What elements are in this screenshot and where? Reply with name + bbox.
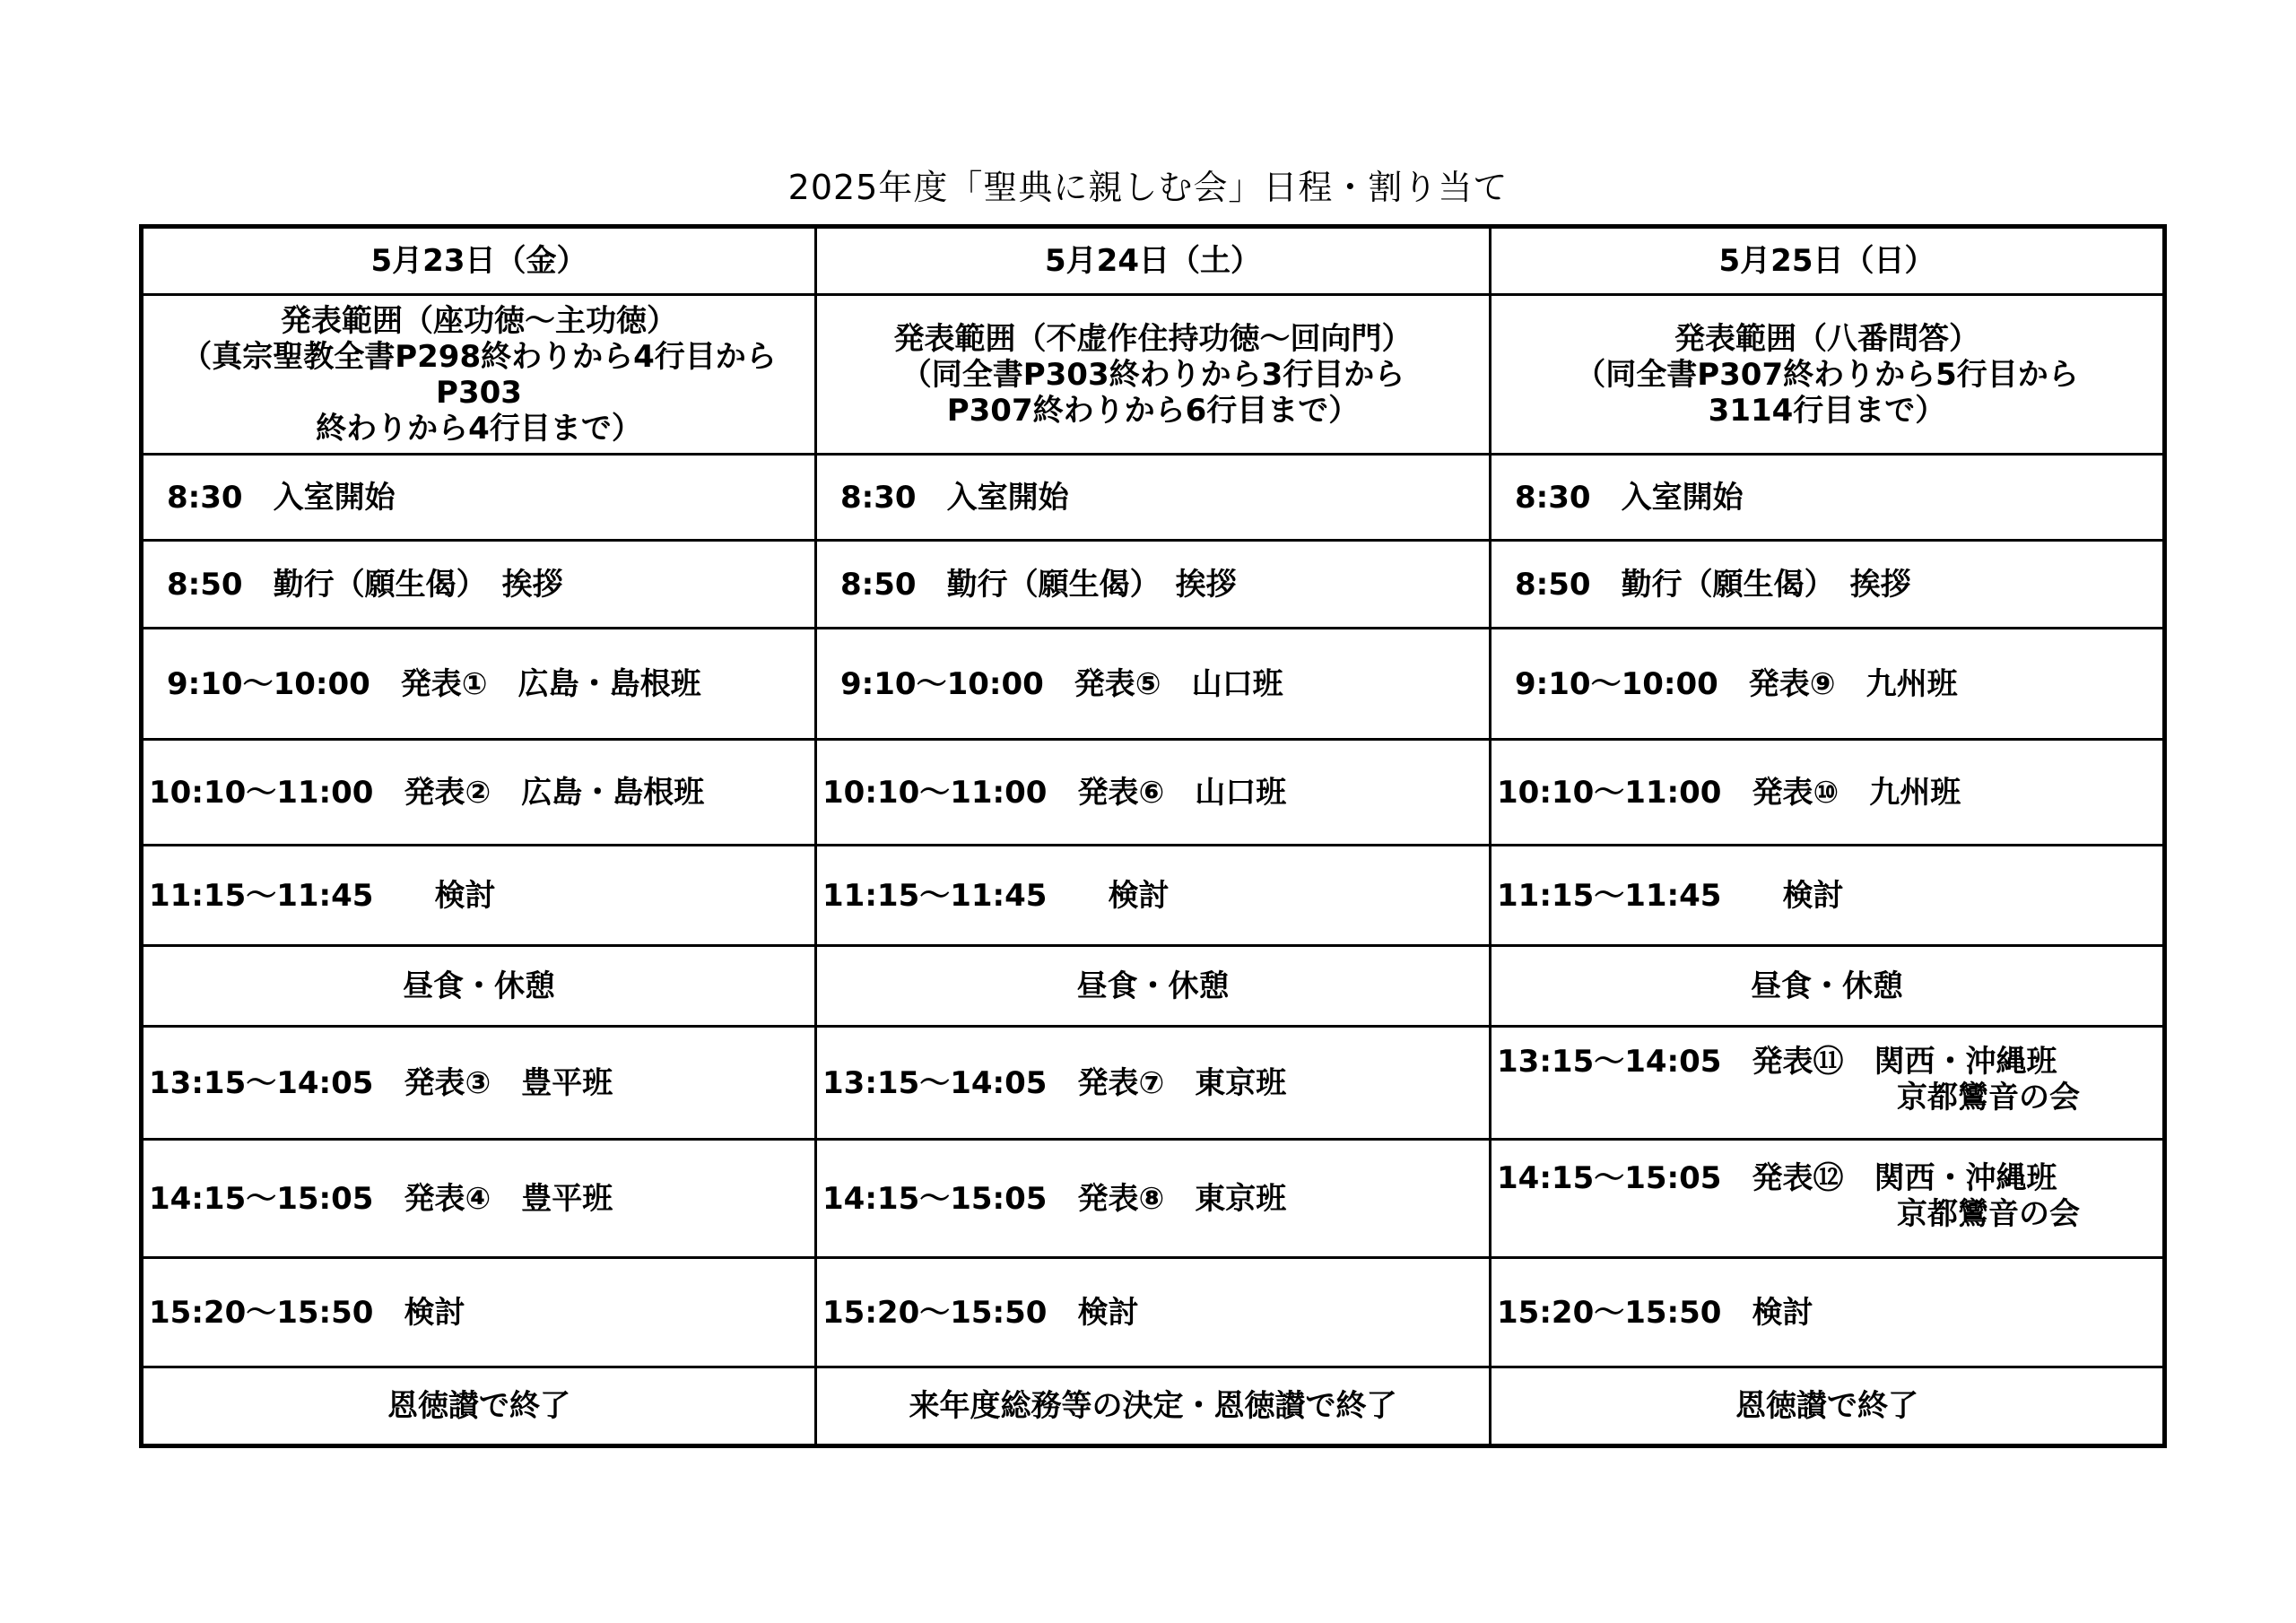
- day-3-review-1: 11:15～11:45 検討: [1491, 846, 2165, 946]
- document-title: 2025年度「聖典に親しむ会」日程・割り当て: [787, 168, 1509, 207]
- day-3-lunch: 昼食・休憩: [1491, 946, 2165, 1027]
- day-3-review-2: 15:20～15:50 検討: [1491, 1258, 2165, 1367]
- schedule-row-session-2: [142, 740, 2165, 846]
- day-2-session-3: 13:15～14:05 発表⑦ 東京班: [816, 1027, 1491, 1140]
- day-3-session-4-line-2: 京都鸞音の会: [1897, 1196, 2080, 1232]
- date-header-row: [142, 227, 2165, 295]
- day-1-session-4: 14:15～15:05 発表④ 豊平班: [142, 1140, 816, 1258]
- schedule-row-session-1: [142, 629, 2165, 740]
- day-2-lunch: 昼食・休憩: [816, 946, 1491, 1027]
- lunch-row: [142, 946, 2165, 1027]
- day-3-closing: 恩徳讃で終了: [1491, 1367, 2165, 1446]
- range-row: [142, 295, 2165, 455]
- day-3-session-4: [1491, 1140, 2165, 1258]
- schedule-row-entry: [142, 455, 2165, 541]
- day-1-session-1: 9:10～10:00 発表① 広島・島根班: [142, 629, 816, 740]
- day-3-session-3-line-2: 京都鸞音の会: [1897, 1080, 2080, 1115]
- day-2-review-2: 15:20～15:50 検討: [816, 1258, 1491, 1367]
- schedule-row-session-4: [142, 1140, 2165, 1258]
- schedule-row-review-1: [142, 846, 2165, 946]
- schedule-row-service: [142, 541, 2165, 629]
- day-2-range: 発表範囲（不虚作住持功徳～回向門） （同全書P303終わりから3行目から P307終わりから6行目まで）: [816, 295, 1491, 455]
- schedule-row-session-3: [142, 1027, 2165, 1140]
- presenter-block: [1497, 1160, 2080, 1232]
- day-2-session-2: 10:10～11:00 発表⑥ 山口班: [816, 740, 1491, 846]
- day-1-date: 5月23日（金）: [142, 227, 816, 295]
- day-3-service: 8:50 勤行（願生偈） 挨拶: [1491, 541, 2165, 629]
- day-3-range: 発表範囲（八番問答） （同全書P307終わりから5行目から 3114行目まで）: [1491, 295, 2165, 455]
- day-1-session-3: 13:15～14:05 発表③ 豊平班: [142, 1027, 816, 1140]
- day-2-closing: 来年度総務等の決定・恩徳讃で終了: [816, 1367, 1491, 1446]
- day-1-closing: 恩徳讃で終了: [142, 1367, 816, 1446]
- day-1-session-2: 10:10～11:00 発表② 広島・島根班: [142, 740, 816, 846]
- schedule-row-review-2: [142, 1258, 2165, 1367]
- day-1-range: 発表範囲（座功徳～主功徳） （真宗聖教全書P298終わりから4行目からP303 終わりから4行目まで）: [142, 295, 816, 455]
- day-2-review-1: 11:15～11:45 検討: [816, 846, 1491, 946]
- day-2-session-4: 14:15～15:05 発表⑧ 東京班: [816, 1140, 1491, 1258]
- day-3-session-1: 9:10～10:00 発表⑨ 九州班: [1491, 629, 2165, 740]
- day-2-service: 8:50 勤行（願生偈） 挨拶: [816, 541, 1491, 629]
- day-1-review-1: 11:15～11:45 検討: [142, 846, 816, 946]
- day-1-service: 8:50 勤行（願生偈） 挨拶: [142, 541, 816, 629]
- day-1-entry: 8:30 入室開始: [142, 455, 816, 541]
- day-3-session-3-line-1: 13:15～14:05 発表⑪ 関西・沖縄班: [1497, 1044, 2057, 1080]
- day-3-session-3: [1491, 1027, 2165, 1140]
- schedule-table: [139, 224, 2167, 1448]
- closing-row: [142, 1367, 2165, 1446]
- day-3-session-4-line-1: 14:15～15:05 発表⑫ 関西・沖縄班: [1497, 1160, 2057, 1196]
- day-1-review-2: 15:20～15:50 検討: [142, 1258, 816, 1367]
- day-3-date: 5月25日（日）: [1491, 227, 2165, 295]
- day-3-session-2: 10:10～11:00 発表⑩ 九州班: [1491, 740, 2165, 846]
- presenter-block: [1497, 1044, 2080, 1115]
- day-2-session-1: 9:10～10:00 発表⑤ 山口班: [816, 629, 1491, 740]
- day-2-entry: 8:30 入室開始: [816, 455, 1491, 541]
- day-2-date: 5月24日（土）: [816, 227, 1491, 295]
- day-3-entry: 8:30 入室開始: [1491, 455, 2165, 541]
- day-1-lunch: 昼食・休憩: [142, 946, 816, 1027]
